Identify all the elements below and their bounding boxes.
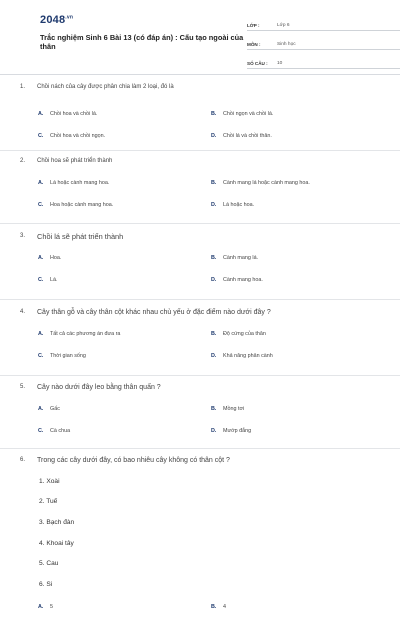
- option-text: Khả năng phân cành: [223, 353, 273, 359]
- option-b[interactable]: [211, 247, 400, 269]
- option-letter: D.: [211, 353, 217, 359]
- question-line: [0, 304, 400, 320]
- question-text: Cây nào dưới đây leo bằng thân quấn ?: [37, 383, 161, 391]
- option-c[interactable]: [38, 194, 211, 216]
- option-d[interactable]: [211, 125, 400, 147]
- question-number: 4.: [20, 309, 26, 315]
- option-a[interactable]: [38, 398, 211, 420]
- meta-row-count: [247, 53, 400, 69]
- list-item: 5. Cau: [39, 560, 59, 568]
- option-letter: C.: [38, 353, 44, 359]
- question-4: [0, 304, 400, 376]
- option-letter: A.: [38, 255, 44, 261]
- option-letter: C.: [38, 428, 44, 434]
- meta-label: SỐ CÂU :: [247, 61, 268, 66]
- meta-info: [247, 15, 400, 72]
- option-letter: B.: [211, 406, 217, 412]
- option-text: Cành mang lá.: [223, 255, 259, 261]
- option-letter: B.: [211, 331, 217, 337]
- meta-row-subject: [247, 34, 400, 50]
- question-line: [0, 452, 400, 468]
- option-text: Mướp đắng: [223, 428, 252, 434]
- question-number: 3.: [20, 233, 26, 239]
- page-title: Trắc nghiệm Sinh 6 Bài 13 (có đáp án) : Cấu tạo ngoài của thân: [40, 33, 244, 52]
- question-line: [0, 228, 400, 244]
- question-6: [0, 452, 400, 617]
- option-letter: C.: [38, 277, 44, 283]
- question-line: [0, 79, 400, 95]
- question-line: [0, 379, 400, 395]
- option-text: Độ cứng của thân: [223, 331, 266, 337]
- question-1: [0, 79, 400, 151]
- option-text: Lá hoặc cành mang hoa.: [50, 180, 110, 186]
- option-b[interactable]: [211, 398, 400, 420]
- option-text: 4: [223, 603, 226, 610]
- option-d[interactable]: [211, 194, 400, 216]
- option-text: Lá hoặc hoa.: [223, 202, 255, 208]
- item-list: [0, 471, 400, 595]
- option-letter: B.: [211, 255, 217, 261]
- option-grid: [0, 323, 400, 367]
- list-item: 1. Xoài: [39, 477, 60, 485]
- logo-main: 2048: [40, 14, 66, 26]
- option-a[interactable]: [38, 247, 211, 269]
- page-header: [20, 0, 380, 72]
- option-a[interactable]: [38, 103, 211, 125]
- list-item: 6. Si: [39, 580, 53, 588]
- question-2: [0, 153, 400, 224]
- option-text: Thời gian sống: [50, 353, 86, 359]
- option-letter: A.: [38, 603, 44, 610]
- question-text: Chồi nách của cây được phân chia làm 2 loại, đó là: [37, 84, 174, 90]
- question-text: Cây thân gỗ và cây thân cột khác nhau chủ yếu ở đặc điểm nào dưới đây ?: [37, 308, 271, 316]
- option-grid: [0, 247, 400, 291]
- option-text: Chồi ngọn và chồi lá.: [223, 111, 274, 117]
- option-text: Cành mang lá hoặc cành mang hoa.: [223, 180, 310, 186]
- question-number: 6.: [20, 457, 26, 463]
- option-letter: D.: [211, 428, 217, 434]
- question-text: Chồi hoa sẽ phát triển thành: [37, 158, 113, 164]
- header-divider: [0, 74, 400, 75]
- option-b[interactable]: [211, 172, 400, 194]
- option-text: Tất cả các phương án đưa ra: [50, 331, 121, 337]
- option-letter: B.: [211, 111, 217, 117]
- option-c[interactable]: [38, 420, 211, 442]
- option-text: Chồi hoa và chồi ngọn.: [50, 133, 106, 139]
- option-text: Cành mang hoa.: [223, 277, 263, 283]
- option-d[interactable]: [211, 345, 400, 367]
- option-d[interactable]: [211, 420, 400, 442]
- option-b[interactable]: [211, 323, 400, 345]
- option-text: Hoa hoặc cành mang hoa.: [50, 202, 114, 208]
- meta-row-class: [247, 15, 400, 31]
- option-letter: C.: [38, 133, 44, 139]
- meta-value: Sinh học: [277, 42, 296, 47]
- option-letter: B.: [211, 603, 217, 610]
- option-text: Hoa.: [50, 255, 62, 261]
- option-grid: [0, 398, 400, 442]
- option-text: Chồi lá và chồi thân.: [223, 133, 272, 139]
- logo-tld: .vn: [65, 14, 74, 21]
- option-letter: A.: [38, 180, 44, 186]
- question-3: [0, 228, 400, 300]
- option-d[interactable]: [211, 269, 400, 291]
- question-text: Trong các cây dưới đây, có bao nhiêu cây không có thân cột ?: [37, 456, 230, 464]
- option-letter: A.: [38, 406, 44, 412]
- meta-label: LỚP :: [247, 23, 260, 28]
- option-letter: D.: [211, 133, 217, 139]
- meta-value: 10: [277, 61, 283, 66]
- question-text: Chồi lá sẽ phát triển thành: [37, 231, 124, 241]
- option-c[interactable]: [38, 125, 211, 147]
- option-grid: [0, 103, 400, 147]
- list-item: 4. Khoai tây: [39, 539, 74, 547]
- meta-label: MÔN :: [247, 42, 261, 47]
- option-letter: C.: [38, 202, 44, 208]
- list-item: 3. Bạch đàn: [39, 518, 75, 526]
- option-letter: D.: [211, 277, 217, 283]
- list-item: 2. Tuế: [39, 498, 58, 506]
- option-b[interactable]: [211, 103, 400, 125]
- option-text: Lá.: [50, 277, 58, 283]
- question-5: [0, 379, 400, 449]
- meta-value: Lớp 6: [277, 23, 290, 28]
- option-letter: B.: [211, 180, 217, 186]
- question-number: 2.: [20, 158, 26, 164]
- option-c[interactable]: [38, 345, 211, 367]
- option-letter: A.: [38, 331, 44, 337]
- question-number: 1.: [20, 84, 26, 90]
- question-line: [0, 153, 400, 169]
- option-text: Chồi hoa và chồi lá.: [50, 111, 98, 117]
- option-grid: [0, 172, 400, 216]
- option-a[interactable]: [38, 172, 211, 194]
- option-text: 5: [50, 603, 53, 610]
- option-letter: A.: [38, 111, 44, 117]
- question-number: 5.: [20, 384, 26, 390]
- option-letter: D.: [211, 202, 217, 208]
- question-list: [0, 78, 400, 617]
- option-c[interactable]: [38, 269, 211, 291]
- option-text: Cà chua: [50, 428, 71, 434]
- option-text: Mồng tơi: [223, 406, 245, 412]
- option-text: Gấc: [50, 406, 60, 412]
- site-logo[interactable]: [40, 14, 73, 26]
- option-a[interactable]: [38, 323, 211, 345]
